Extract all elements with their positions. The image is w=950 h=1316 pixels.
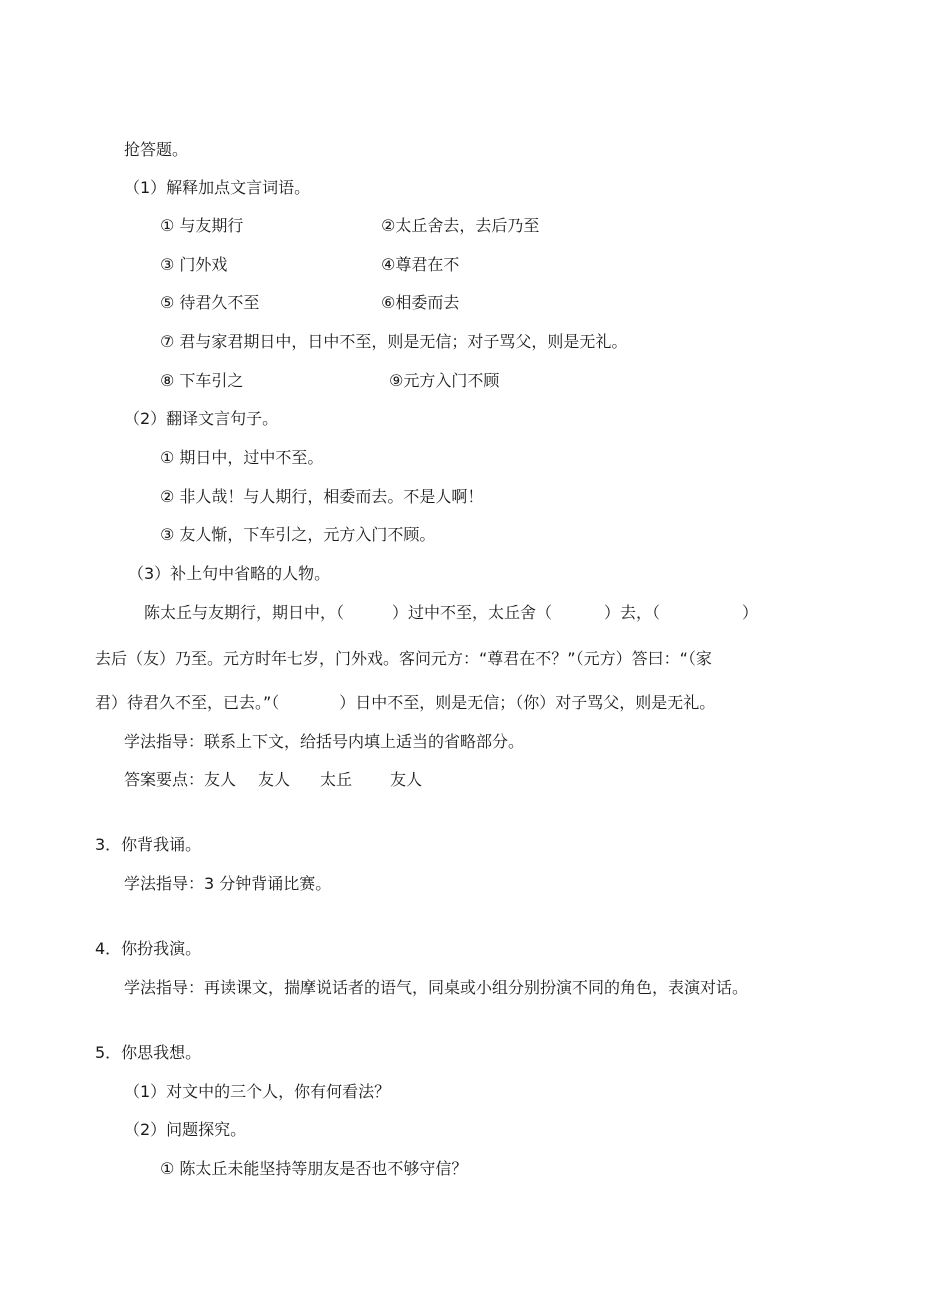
q3-passage-line-2: 去后（友）乃至。元方时年七岁，门外戏。客问元方：“尊君在不？”（元方）答曰：“（家 [95,649,712,668]
q2-item: ③ 友人惭，下车引之，元方入门不顾。 [160,525,436,544]
section-5-sub2: （2）问题探究。 [124,1120,247,1139]
q3-title: （3）补上句中省略的人物。 [128,564,331,583]
section-4-guide: 学法指导：再读课文，揣摩说话者的语气，同桌或小组分别扮演不同的角色，表演对话。 [124,978,749,997]
q1-item: ⑥相委而去 [381,293,460,312]
section-4-title: 4．你扮我演。 [95,939,202,958]
passage-text: 君）待君久不至，已去。”（ [95,693,280,712]
q1-item: ⑨元方入门不顾 [389,371,500,390]
answer-value: 友人 [258,770,291,789]
q2-title: （2）翻译文言句子。 [124,409,279,428]
q1-item: ⑤ 待君久不至 [160,293,260,312]
section-5-sub2-item: ① 陈太丘未能坚持等朋友是否也不够守信？ [160,1159,468,1178]
q1-item: ① 与友期行 [160,216,244,235]
q3-passage-line-3 [95,692,715,714]
section-3-title: 3．你背我诵。 [95,835,202,854]
passage-text: ） [742,603,759,622]
q1-item: ③ 门外戏 [160,255,228,274]
q1-item: ④尊君在不 [381,255,460,274]
section-heading: 抢答题。 [124,140,189,159]
q2-item: ② 非人哉！与人期行，相委而去。不是人啊！ [160,487,484,506]
q3-passage-line-1 [144,602,758,624]
answer-value: 友人 [390,770,423,789]
passage-text: ）去，（ [604,603,661,622]
q1-item: ⑦ 君与家君期日中，日中不至，则是无信；对子骂父，则是无礼。 [160,332,628,351]
section-5-title: 5．你思我想。 [95,1043,202,1062]
section-5-sub1: （1）对文中的三个人，你有何看法？ [124,1082,391,1101]
answer-value: 友人 [204,770,237,789]
q1-item: ②太丘舍去，去后乃至 [381,216,540,235]
passage-text: ）日中不至，则是无信；（你）对子骂父，则是无礼。 [339,693,716,712]
q3-guide: 学法指导：联系上下文，给括号内填上适当的省略部分。 [124,732,525,751]
q3-answer [124,769,422,791]
section-3-guide: 学法指导：3 分钟背诵比赛。 [124,874,332,893]
q1-item: ⑧ 下车引之 [160,371,244,390]
passage-text: ）过中不至，太丘舍（ [392,603,553,622]
passage-text: 陈太丘与友期行，期日中，（ [144,603,345,622]
answer-value: 太丘 [320,770,353,789]
answer-label: 答案要点： [124,770,205,789]
q1-title: （1）解释加点文言词语。 [124,178,311,197]
q2-item: ① 期日中，过中不至。 [160,448,324,467]
